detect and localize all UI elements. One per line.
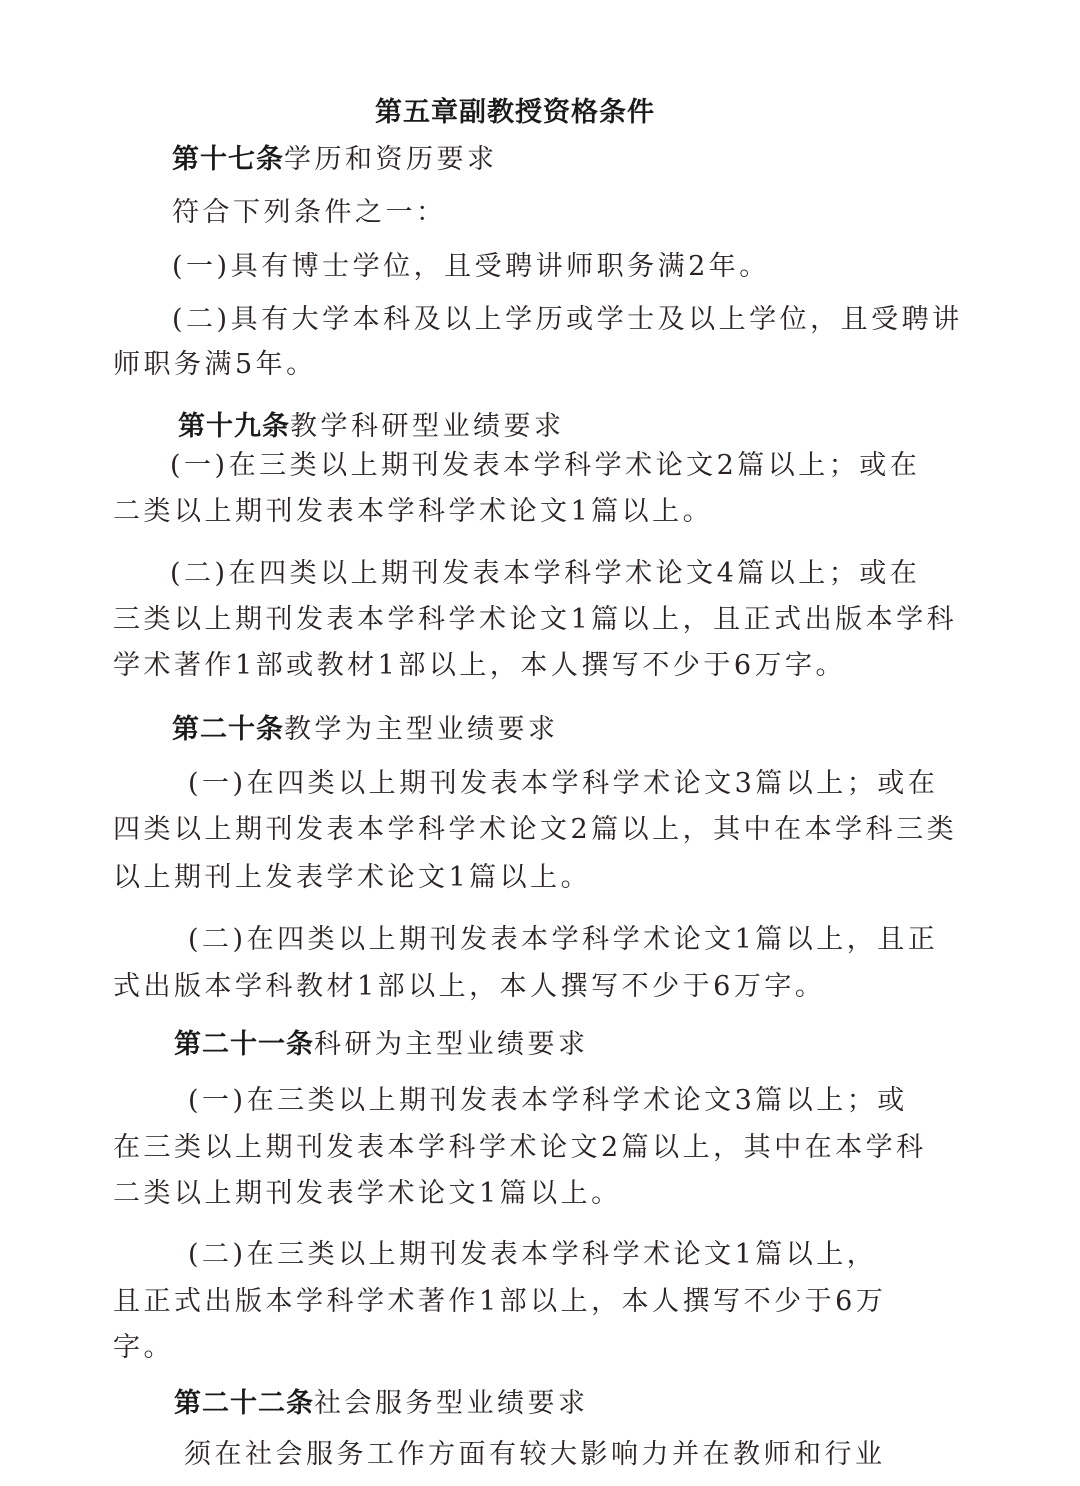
paragraph-line: [113, 1284, 886, 1320]
paragraph-line: [172, 195, 447, 231]
paragraph-line: [188, 1083, 908, 1119]
chapter-title: 第五章副教授资格条件: [375, 97, 655, 128]
line-text: 师职务满5年。: [113, 349, 317, 380]
article-heading: [172, 142, 498, 178]
article-number: 第二十条: [172, 714, 284, 745]
line-text: 学术著作1部或教材1部以上，本人撰写不少于6万字。: [113, 650, 847, 681]
paragraph-line: [113, 860, 591, 896]
article-title: 社会服务型业绩要求: [314, 1388, 589, 1419]
article-title: 科研为主型业绩要求: [314, 1029, 589, 1060]
paragraph-line: [113, 602, 957, 638]
line-text: 四类以上期刊发表本学科学术论文2篇以上，其中在本学科三类: [113, 814, 958, 845]
line-text: (二)在四类以上期刊发表本学科学术论文1篇以上，且正: [188, 924, 939, 955]
paragraph-line: [188, 922, 938, 958]
line-text: 式出版本学科教材1部以上，本人撰写不少于6万字。: [113, 971, 826, 1002]
article-number: 第二十二条: [174, 1388, 314, 1419]
line-text: 符合下列条件之一：: [172, 197, 447, 228]
line-text: (二)在三类以上期刊发表本学科学术论文1篇以上，: [188, 1239, 878, 1270]
line-text: 二类以上期刊发表本学科学术论文1篇以上。: [113, 496, 714, 527]
paragraph-line: [172, 302, 963, 338]
line-text: 在三类以上期刊发表本学科学术论文2篇以上，其中在本学科: [113, 1132, 927, 1163]
paragraph-line: [113, 494, 713, 530]
line-text: 且正式出版本学科学术著作1部以上，本人撰写不少于6万: [113, 1286, 887, 1317]
line-text: (二)在四类以上期刊发表本学科学术论文4篇以上；或在: [170, 558, 921, 589]
article-number: 第二十一条: [174, 1029, 314, 1060]
line-text: (二)具有大学本科及以上学历或学士及以上学位，且受聘讲: [172, 304, 963, 335]
line-text: (一)在三类以上期刊发表本学科学术论文2篇以上；或在: [170, 450, 921, 481]
paragraph-line: [170, 448, 920, 484]
line-text: (一)在三类以上期刊发表本学科学术论文3篇以上；或: [188, 1085, 908, 1116]
paragraph-line: [170, 556, 920, 592]
article-title: 教学科研型业绩要求: [290, 411, 565, 442]
line-text: 二类以上期刊发表学术论文1篇以上。: [113, 1178, 622, 1209]
article-title: 学历和资历要求: [284, 144, 498, 175]
paragraph-line: [113, 1330, 174, 1366]
line-text: 字。: [113, 1332, 174, 1363]
line-text: 以上期刊上发表学术论文1篇以上。: [113, 862, 592, 893]
article-heading: [174, 1386, 589, 1422]
paragraph-line: [113, 648, 846, 684]
line-text: (一)具有博士学位，且受聘讲师职务满2年。: [172, 251, 770, 282]
paragraph-line: [172, 249, 770, 285]
paragraph-line: [188, 766, 938, 802]
line-text: (一)在四类以上期刊发表本学科学术论文3篇以上；或在: [188, 768, 939, 799]
line-text: 三类以上期刊发表本学科学术论文1篇以上，且正式出版本学科: [113, 604, 958, 635]
article-heading: [172, 712, 559, 748]
article-number: 第十九条: [178, 411, 290, 442]
paragraph-line: [113, 969, 825, 1005]
paragraph-line: [113, 1176, 622, 1212]
paragraph-line: [113, 347, 317, 383]
paragraph-line: [113, 1130, 927, 1166]
paragraph-line: [113, 812, 957, 848]
line-text: 须在社会服务工作方面有较大影响力并在教师和行业: [184, 1439, 886, 1470]
article-title: 教学为主型业绩要求: [284, 714, 559, 745]
paragraph-line: [184, 1437, 886, 1473]
paragraph-line: [188, 1237, 877, 1273]
article-heading: [178, 409, 565, 445]
article-heading: [174, 1027, 589, 1063]
article-number: 第十七条: [172, 144, 284, 175]
